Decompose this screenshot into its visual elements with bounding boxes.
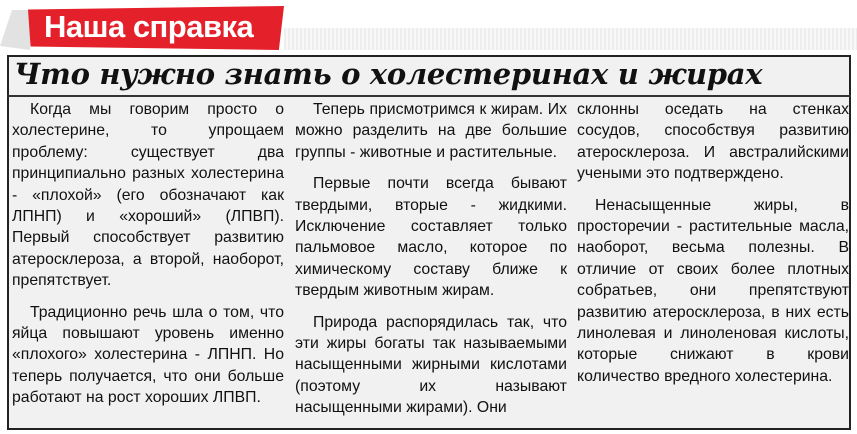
paragraph: Ненасыщенные жиры, в просторечии - растительные масла, наоборот, весьма полезны. В отличие от своих более плотных собратьев, они препятствуют развитию атеросклероза, в них есть линолевая и линоленовая кислоты, которые снижают в крови количество вредного холестерина. [577,196,849,385]
column-2 [295,99,567,429]
banner-label: Наша справка [44,9,254,44]
paragraph: Когда мы говорим просто о холестерине, то упрощаем проблему: существует два принципиально разных холестерина - «плохой» (его обозначают как ЛПНП) и «хороший» (ЛПВП). Первый способствует развитию атеросклероза, а второй, наоборот, препятствует. [12,101,284,290]
article-headline: Что нужно знать о холестеринах и жирах [14,57,763,91]
banner-tail [284,28,857,50]
paragraph: Первые почти всегда бывают твердыми, вторые - жидкими. Исключение составляет только пальмовое масло, которое по химическому составу ближе к твердым животным жирам. [295,175,567,300]
column-3 [577,99,849,397]
headline-rule [7,95,851,97]
paragraph-continued: склонны оседать на стенках сосудов, способствуя развитию атеросклероза. И австралийскими учеными это подтверждено. [577,101,849,183]
paragraph: Традиционно речь шла о том, что яйца повышают уровень именно «плохого» холестерина - ЛПНП. Но теперь получается, что они больше работают на рост хороших ЛПВП. [12,303,284,407]
section-banner [0,0,857,54]
banner-shadow [0,10,30,50]
paragraph: Природа распорядилась так, что эти жиры богаты так называемыми насыщенными жирными кислотами (поэтому их называют насыщенными жирами). Они [295,313,567,417]
paragraph: Теперь присмотримся к жирам. Их можно разделить на две большие группы - животные и растительные. [295,101,567,161]
column-1 [12,99,284,419]
